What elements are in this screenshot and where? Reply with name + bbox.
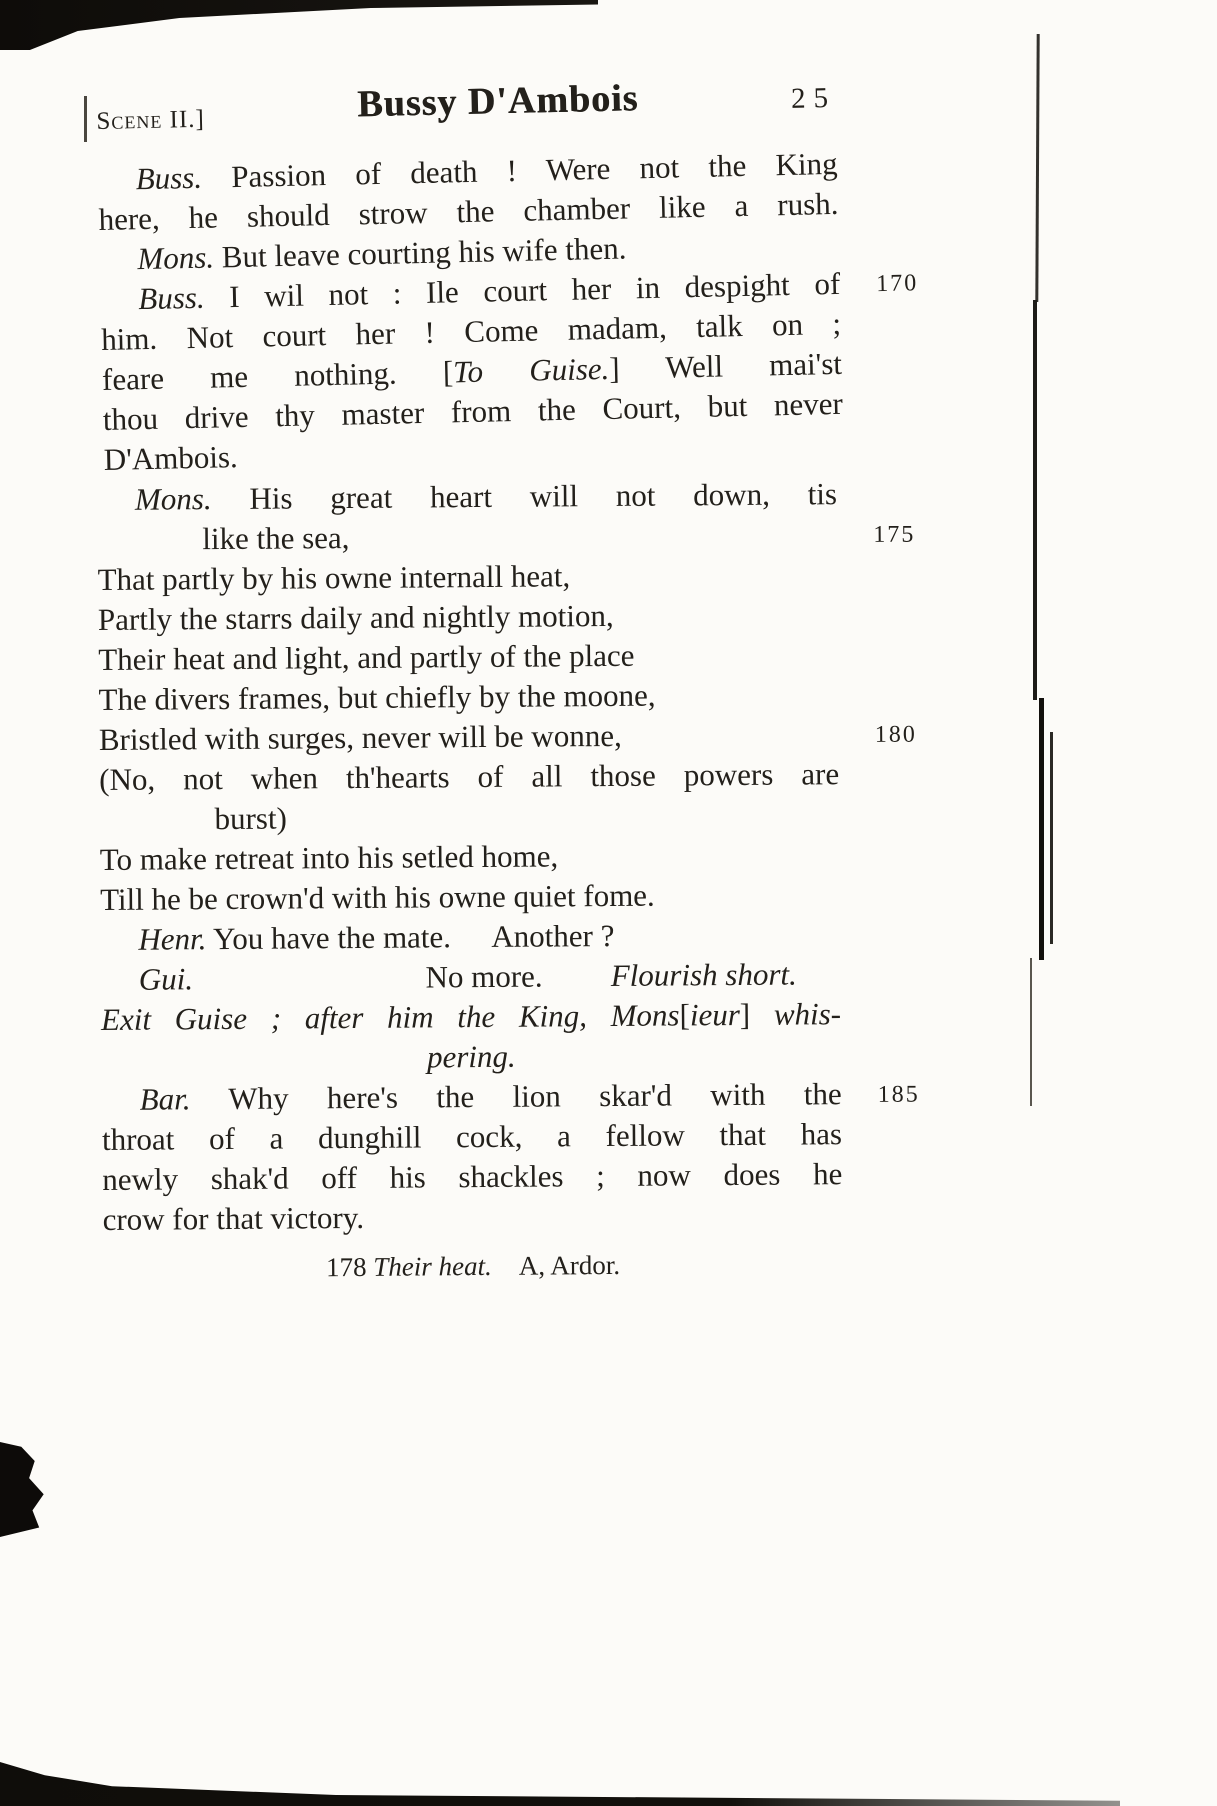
line-number: 170 xyxy=(875,270,919,298)
text-segment: Gui. xyxy=(138,961,194,997)
text-segment: Henr. xyxy=(138,921,207,957)
text-segment: Partly the starrs daily and nightly motion, xyxy=(97,597,614,638)
text-segment: ] Well mai'st xyxy=(608,345,843,386)
text-segment: here, he should strow the chamber like a rush. xyxy=(98,185,839,238)
text-line xyxy=(98,594,838,640)
text-segment: (No, not when th'hearts of all those powers are xyxy=(99,756,840,798)
text-segment: whis- xyxy=(750,996,842,1032)
text-segment: Flourish short. xyxy=(610,956,797,993)
page-number: 25 xyxy=(790,81,837,115)
text-segment: The divers frames, but chiefly by the moone, xyxy=(98,677,656,718)
text-segment: To Guise. xyxy=(452,350,610,390)
text-segment: pering. xyxy=(426,1038,516,1075)
text-segment: ] xyxy=(739,996,751,1032)
text-line xyxy=(100,834,840,880)
text-segment: burst) xyxy=(214,800,287,837)
text-line xyxy=(97,514,916,560)
text-line xyxy=(102,1194,842,1240)
text-segment: like the sea, xyxy=(202,520,350,557)
line-number: 185 xyxy=(877,1081,920,1108)
text-segment: Their heat. xyxy=(373,1250,492,1282)
text-line xyxy=(101,954,841,1000)
line-number: 175 xyxy=(873,521,916,548)
text-line xyxy=(100,874,840,920)
text-block-lower xyxy=(97,474,920,1288)
footnote xyxy=(103,1244,843,1288)
text-segment: Till he be crown'd with his owne quiet fome. xyxy=(99,877,655,917)
text-segment: newly shak'd off his shackles ; now does he xyxy=(102,1156,843,1197)
text-lines-lower xyxy=(97,474,920,1240)
text-segment: throat of a dunghill cock, a fellow that has xyxy=(101,1116,843,1157)
line-number: 180 xyxy=(874,721,917,748)
spacer xyxy=(193,985,426,989)
spacer xyxy=(492,1273,519,1275)
text-line xyxy=(99,754,839,800)
text-segment: No more. xyxy=(425,958,543,995)
text-segment: You have the mate. xyxy=(206,919,452,957)
spacer xyxy=(451,945,491,947)
text-line xyxy=(102,1114,842,1160)
text-line xyxy=(101,1034,841,1080)
scene-label: Scene II.] xyxy=(96,105,206,136)
text-segment: Bar. xyxy=(139,1081,191,1117)
page-title: Bussy D'Ambois xyxy=(356,77,639,126)
text-segment: Their heat and light, and partly of the place xyxy=(98,637,635,678)
text-segment: I wil not : Ile court her in despight of xyxy=(204,265,841,315)
text-segment: feare me nothing. [ xyxy=(101,354,454,397)
scan-top-shadow xyxy=(0,0,598,50)
text-segment: ieur xyxy=(689,996,740,1033)
text-segment: His great heart will not down, tis xyxy=(211,476,838,517)
text-segment: thou drive thy master from the Court, but never xyxy=(102,385,844,437)
text-segment: Mons. xyxy=(137,239,215,277)
text-line xyxy=(97,554,837,600)
text-segment: Bristled with surges, never will be wonne, xyxy=(98,717,622,758)
text-segment: crow for that victory. xyxy=(102,1199,365,1237)
page-edge-line xyxy=(1035,34,1039,302)
text-segment: That partly by his owne internall heat, xyxy=(97,558,571,598)
page-edge-line xyxy=(1033,300,1037,700)
text-segment: D'Ambois. xyxy=(103,439,239,477)
text-column xyxy=(96,77,920,1288)
text-line xyxy=(98,634,838,680)
text-segment: Mons. xyxy=(134,481,212,517)
text-line xyxy=(98,674,838,720)
text-segment: [ xyxy=(679,997,691,1033)
text-segment: Exit Guise ; after him the King, Mons xyxy=(100,997,680,1037)
text-segment: Passion of death ! Were not the King xyxy=(201,145,838,195)
text-line xyxy=(97,474,837,520)
text-segment: Why here's the lion skar'd with the xyxy=(190,1076,842,1117)
text-block-upper xyxy=(96,72,919,480)
text-segment: Another ? xyxy=(491,917,615,954)
left-margin-mark xyxy=(84,96,87,142)
text-segment: Buss. xyxy=(137,279,206,317)
ink-blot xyxy=(0,1442,56,1537)
text-line xyxy=(99,794,839,840)
text-line xyxy=(100,914,840,960)
text-line xyxy=(101,994,841,1040)
scan-bottom-shadow xyxy=(0,1762,1120,1806)
text-line xyxy=(102,1154,842,1200)
text-segment: But leave courting his wife then. xyxy=(213,230,627,275)
text-segment: To make retreat into his setled home, xyxy=(99,838,559,878)
text-line xyxy=(98,714,917,760)
text-segment: Buss. xyxy=(135,159,203,197)
text-segment: A, Ardor. xyxy=(518,1249,621,1281)
text-segment: him. Not court her ! Come madam, talk on ; xyxy=(100,305,842,357)
page-edge-line xyxy=(1039,698,1044,960)
spacer xyxy=(543,984,611,987)
text-segment: 178 xyxy=(325,1251,374,1283)
page-edge-line xyxy=(1050,732,1053,944)
page-edge-line xyxy=(1030,958,1032,1106)
text-lines-upper xyxy=(97,144,919,480)
text-line xyxy=(102,1074,920,1120)
